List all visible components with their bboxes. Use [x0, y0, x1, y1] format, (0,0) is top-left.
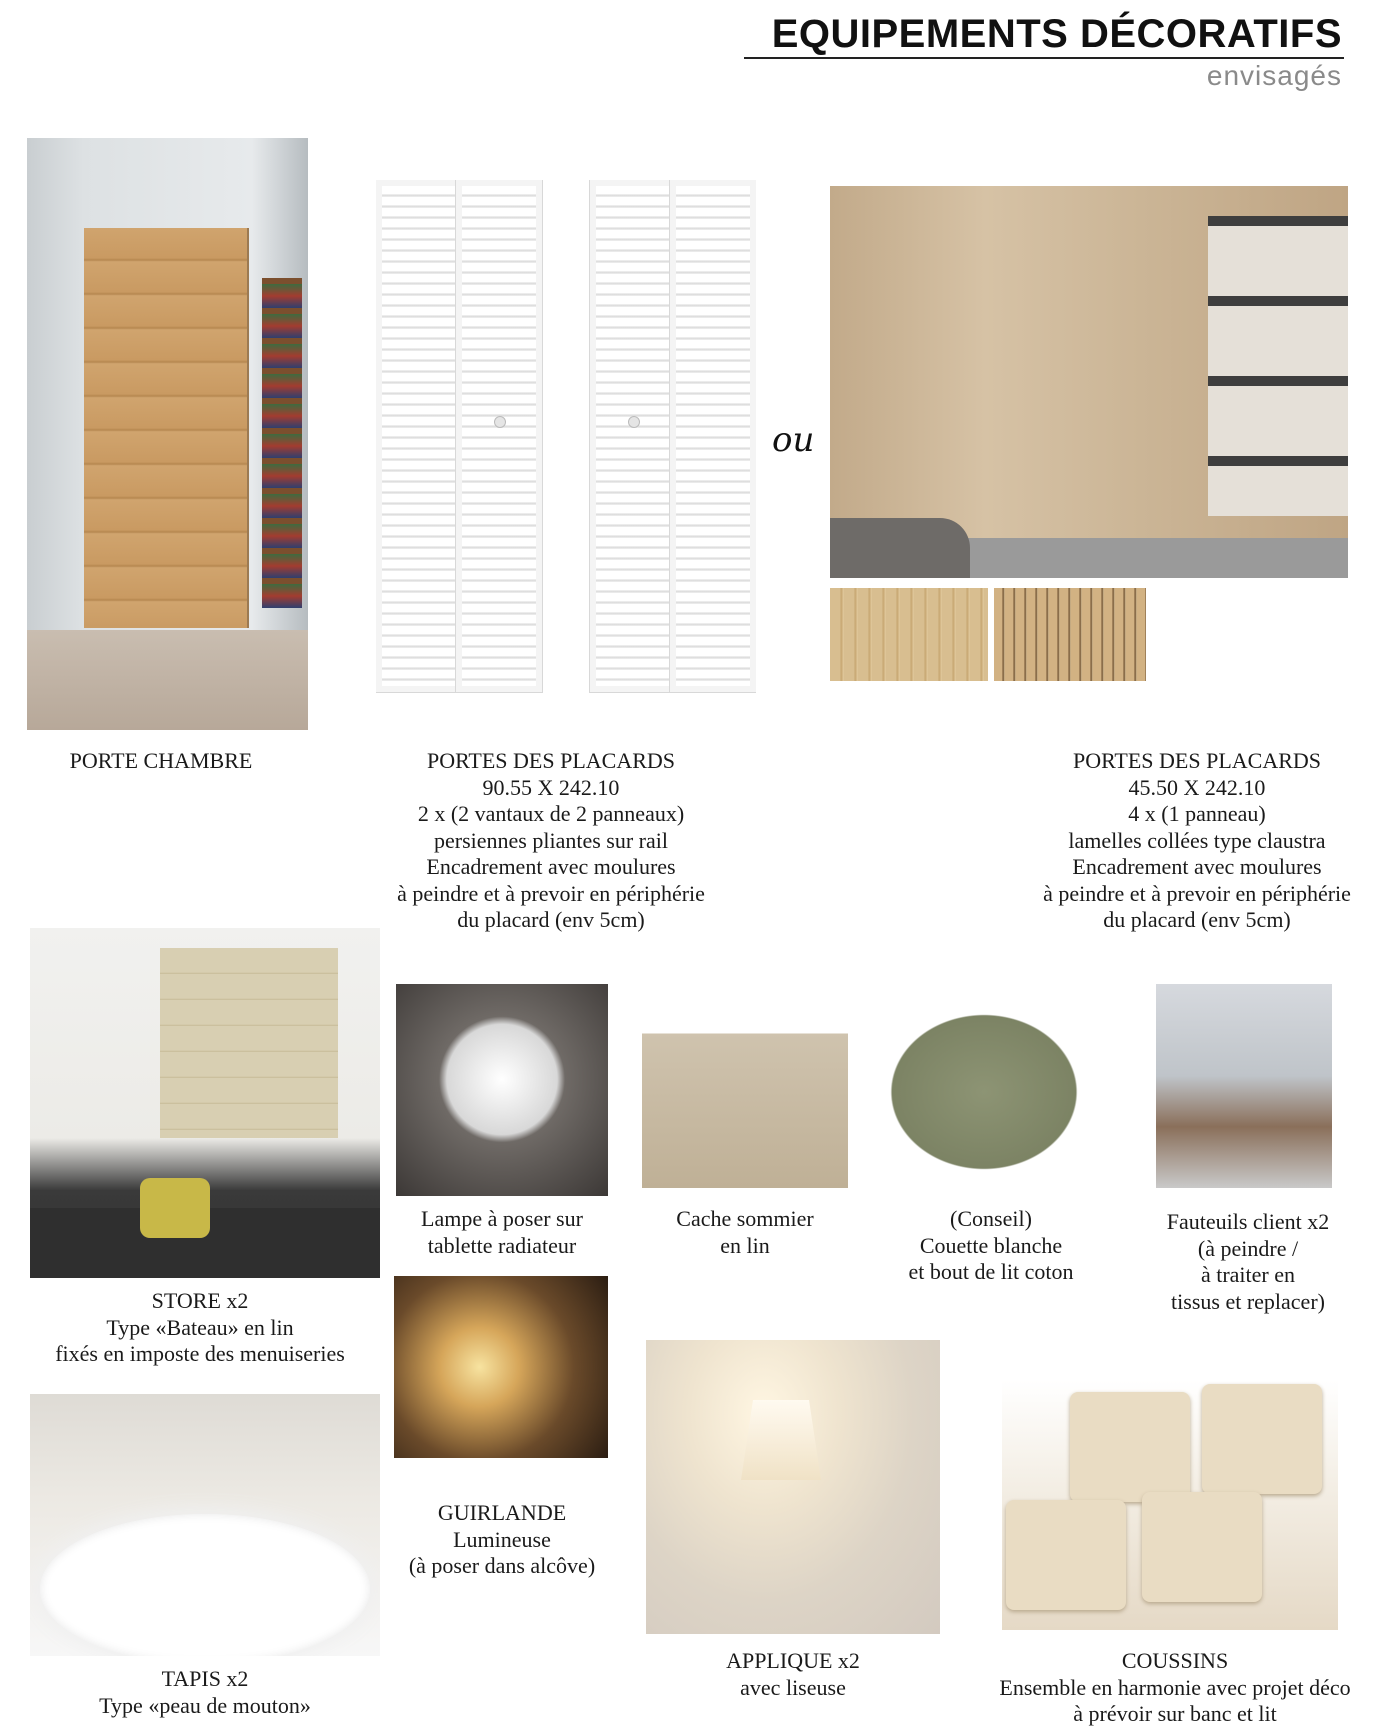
caption-cache-sommier [642, 1206, 848, 1259]
caption-line: Ensemble en harmonie avec projet déco [999, 1674, 1351, 1700]
caption-line: (à poser dans alcôve) [408, 1553, 596, 1578]
caption-porte-chambre [27, 748, 295, 775]
shelving [1208, 216, 1348, 516]
caption-line: et bout de lit coton [908, 1259, 1074, 1284]
caption-line: (Conseil) [950, 1206, 1032, 1231]
caption-line: GUIRLANDE [437, 1500, 567, 1525]
lamp-shade [741, 1400, 821, 1480]
caption-line: COUSSINS [1121, 1648, 1229, 1673]
caption-line: du placard (env 5cm) [1103, 907, 1291, 932]
caption-line: avec liseuse [740, 1674, 846, 1700]
page-title: EQUIPEMENTS DÉCORATIFS [771, 12, 1342, 56]
caption-line: tissus et replacer) [1171, 1288, 1325, 1314]
door-leaf [84, 228, 247, 628]
cushion [1202, 1384, 1322, 1494]
caption-tapis [30, 1666, 380, 1719]
caption-line: Encadrement avec moulures [426, 854, 676, 879]
door-knob [628, 416, 640, 428]
caption-line: lamelles collées type claustra [1068, 827, 1326, 853]
or-separator: ou [772, 420, 815, 460]
caption-line: PORTES DES PLACARDS [1072, 748, 1322, 773]
caption-line: tablette radiateur [427, 1232, 577, 1258]
caption-line: fixés en imposte des menuiseries [55, 1341, 345, 1366]
armchair [830, 518, 970, 578]
caption-line: Lampe à poser sur [421, 1206, 583, 1231]
caption-placards-2 [1022, 748, 1372, 934]
caption-line: 2 x (2 vantaux de 2 panneaux) [417, 801, 685, 826]
floor [27, 630, 308, 730]
caption-line: Lumineuse [453, 1526, 551, 1552]
sheepskin-rug [40, 1514, 370, 1656]
caption-line: du placard (env 5cm) [457, 907, 645, 932]
store-photo [30, 928, 380, 1278]
coussins-photo [1002, 1380, 1338, 1630]
cushion [1142, 1492, 1262, 1602]
caption-line: STORE x2 [151, 1288, 249, 1313]
wood-swatch-slatted [994, 588, 1146, 681]
caption-line: Type «Bateau» en lin [106, 1314, 294, 1340]
caption-line: à traiter en [1200, 1262, 1296, 1287]
louvre-panel [376, 180, 462, 692]
roman-blind [160, 948, 338, 1138]
caption-line: PORTES DES PLACARDS [426, 748, 676, 773]
cache-sommier-photo [642, 982, 848, 1188]
caption-placards-1 [370, 748, 732, 934]
caption-line: en lin [720, 1232, 770, 1258]
fauteuils-photo [1156, 984, 1332, 1188]
lampe-photo [396, 984, 608, 1196]
caption-line: Fauteuils client x2 [1166, 1209, 1330, 1234]
wood-panel-wall-photo [830, 186, 1348, 578]
caption-line: 45.50 X 242.10 [1128, 774, 1266, 800]
caption-line: Type «peau de mouton» [99, 1692, 311, 1718]
tapis-photo [30, 1394, 380, 1656]
applique-photo [646, 1340, 940, 1634]
louvre-doors-photo [376, 180, 756, 702]
louvre-panel [456, 180, 542, 692]
porte-chambre-photo [27, 138, 308, 730]
cushion [1006, 1500, 1126, 1610]
caption-line: APPLIQUE x2 [726, 1648, 860, 1673]
caption-store [22, 1288, 378, 1368]
caption-guirlande [386, 1500, 618, 1580]
guirlande-photo [394, 1276, 608, 1458]
caption-line: persiennes pliantes sur rail [434, 827, 668, 853]
caption-line: (à peindre / [1197, 1235, 1299, 1261]
door-knob [494, 416, 506, 428]
caption-line: Encadrement avec moulures [1072, 854, 1322, 879]
caption-line: à prévoir sur banc et lit [1073, 1701, 1277, 1726]
page-subtitle: envisagés [1206, 60, 1342, 91]
caption-couette [876, 1206, 1106, 1286]
caption-line: 90.55 X 242.10 [482, 774, 620, 800]
caption-applique [646, 1648, 940, 1701]
caption-fauteuils [1136, 1209, 1360, 1315]
caption-line: 4 x (1 panneau) [1128, 801, 1266, 826]
caption-line: TAPIS x2 [161, 1666, 249, 1691]
pillow [140, 1178, 210, 1238]
wood-swatch-light [830, 588, 988, 681]
couette-photo [866, 994, 1102, 1190]
louvre-panel [590, 180, 676, 692]
cushion [1070, 1392, 1190, 1502]
caption-line: à peindre et à prevoir en périphérie [397, 880, 705, 906]
louvre-panel [670, 180, 756, 692]
title-underline [744, 57, 1344, 59]
bookshelf [262, 278, 302, 608]
caption-coussins [980, 1648, 1370, 1728]
caption-line: PORTE CHAMBRE [69, 748, 253, 773]
caption-line: Couette blanche [919, 1232, 1063, 1258]
caption-line: à peindre et à prevoir en périphérie [1043, 880, 1351, 906]
caption-lampe [388, 1206, 616, 1259]
caption-line: Cache sommier [676, 1206, 814, 1231]
